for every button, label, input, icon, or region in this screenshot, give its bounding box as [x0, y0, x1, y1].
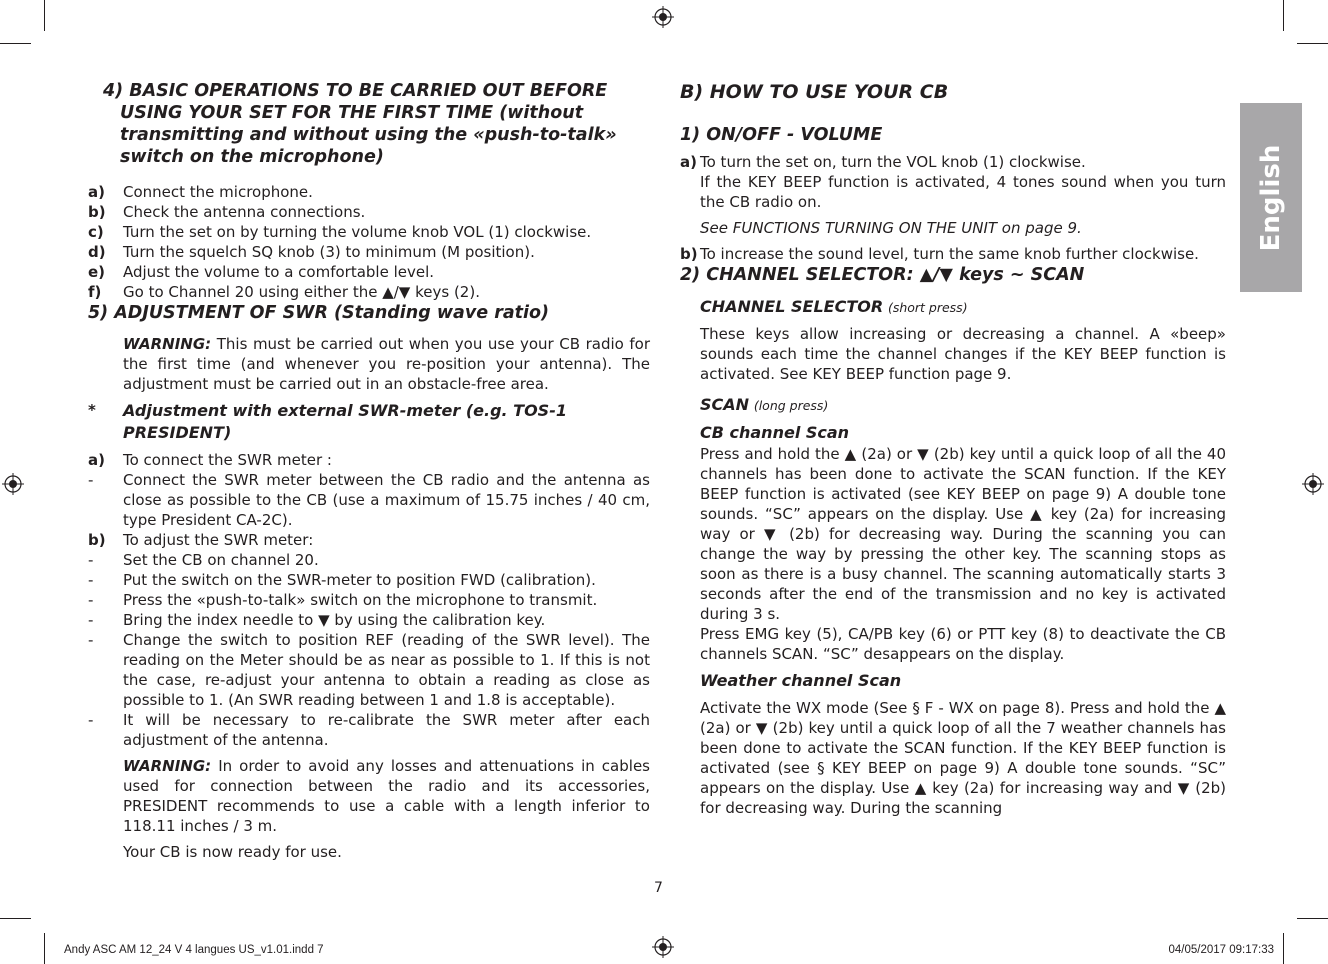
warning-paragraph [88, 756, 650, 836]
dash-item: - Set the CB on channel 20. [88, 551, 319, 569]
external-meter-heading: * Adjustment with external SWR-meter (e.g. TOS-1 PRESIDENT) [88, 401, 567, 442]
right-column [680, 80, 1226, 818]
list-item: b) To increase the sound level, turn the same knob further clockwise. [680, 245, 1199, 263]
crop-mark-top-right-h [1297, 43, 1328, 44]
warning-label: WARNING: [123, 757, 212, 775]
dash-item: - It will be necessary to re-calibrate the SWR meter after each adjustment of the antenna. [88, 711, 650, 749]
cb-scan-heading: CB channel Scan [700, 423, 850, 442]
language-tab [1240, 103, 1302, 292]
dash-item: - Change the switch to position REF (reading of the SWR level). The reading on the Meter should be as near as possible to 1. If this is not the case, re-adjust your antenna to obtain a reading as close as possible to 1. (An SWR reading between 1 and 1.8 is acceptable). [88, 631, 650, 709]
cb-scan-text: Press and hold the ▲ (2a) or ▼ (2b) key until a quick loop of all the 40 channels has been done to activate the SCAN function. If the KEY BEEP function is activated (see KEY BEEP on page 9) A double tone sounds. “SC” appears on the display. Use ▲ key (2a) for increasing way or ▼ (2b) for decreasing way. During the scanning you can change the way by pressing the other key. The scanning stops as soon as there is a busy channel. The scanning automatically starts 3 seconds after the end of the transmission and no key is activated during 3 s. [700, 445, 1226, 623]
slug-file-name: Andy ASC AM 12_24 V 4 langues US_v1.01.indd 7 [64, 944, 324, 956]
registration-mark-icon [1302, 473, 1324, 495]
slug-timestamp: 04/05/2017 09:17:33 [1168, 944, 1274, 956]
key-beep-note: If the KEY BEEP function is activated, 4 tones sound when you turn the CB radio on. [700, 173, 1226, 211]
registration-mark-icon [652, 6, 674, 28]
section-2-heading: 2) CHANNEL SELECTOR: ▲/▼ keys ~ SCAN [680, 265, 1085, 285]
crop-mark-top-left-h [0, 43, 31, 44]
registration-mark-icon [2, 473, 24, 495]
dash-item: - Connect the SWR meter between the CB radio and the antenna as close as possible to the CB (use a maximum of 15.75 inches / 40 cm, type President CA-2C). [88, 471, 650, 529]
section-1-heading: 1) ON/OFF - VOLUME [680, 125, 883, 145]
weather-scan-text: Activate the WX mode (See § F - WX on page 8). Press and hold the ▲ (2a) or ▼ (2b) key until a quick loop of all the 7 weather channels has been done to activate the SCAN function. If the KEY BEEP function is activated (see § KEY BEEP on page 9) A double tone sounds. “SC” appears on the display. Use ▲ key (2a) for increasing way and ▼ (2b) for decreasing way. During the scanning [700, 699, 1226, 817]
crop-mark-bottom-right-v [1283, 933, 1284, 964]
ready-text: Your CB is now ready for use. [123, 843, 342, 861]
dash-item: - Put the switch on the SWR-meter to position FWD (calibration). [88, 571, 596, 589]
list-item: a) To connect the SWR meter : [88, 451, 332, 469]
list-item: f) Go to Channel 20 using either the ▲/▼ keys (2). [88, 283, 480, 301]
registration-mark-icon [652, 936, 674, 958]
crop-mark-bottom-left-h [0, 918, 31, 919]
section-5-heading: 5) ADJUSTMENT OF SWR (Standing wave ratio) [88, 303, 550, 323]
crop-mark-top-left-v [44, 0, 45, 31]
warning-paragraph [88, 334, 650, 394]
scan-heading: SCAN (long press) [700, 395, 829, 414]
language-tab-label: English [1256, 144, 1286, 251]
cb-scan-deactivate-text: Press EMG key (5), CA/PB key (6) or PTT key (8) to deactivate the CB channels SCAN. “SC” desappears on the display. [700, 625, 1226, 663]
channel-selector-text: These keys allow increasing or decreasing a channel. A «beep» sounds each time the channel changes if the KEY BEEP function is activated. See KEY BEEP function page 9. [700, 325, 1226, 383]
channel-selector-heading: CHANNEL SELECTOR (short press) [700, 297, 968, 316]
crop-mark-top-right-v [1283, 0, 1284, 31]
dash-item: - Bring the index needle to ▼ by using the calibration key. [88, 611, 546, 629]
warning-label: WARNING: [123, 335, 212, 353]
weather-scan-heading: Weather channel Scan [700, 671, 902, 690]
page-number: 7 [654, 880, 663, 896]
left-column [88, 80, 650, 862]
dash-item: - Press the «push-to-talk» switch on the microphone to transmit. [88, 591, 598, 609]
crop-mark-bottom-left-v [44, 933, 45, 964]
see-reference: See FUNCTIONS TURNING ON THE UNIT on page 9. [700, 219, 1082, 237]
part-b-heading: B) HOW TO USE YOUR CB [680, 81, 949, 103]
section-4-heading: 4) BASIC OPERATIONS TO BE CARRIED OUT BEFORE USING YOUR SET FOR THE FIRST TIME (without transmitting and without using the «push-to-talk» switch on the microphone) [103, 81, 617, 167]
warning-text: This must be carried out when you use your CB radio for the first time (and whenever you re-position your antenna). The adjustment must be carried out in an obstacle-free area. [123, 335, 650, 393]
list-item: a) Connect the microphone. [88, 183, 313, 201]
list-item: a) To turn the set on, turn the VOL knob (1) clockwise. [680, 153, 1086, 171]
section-4-list [88, 182, 650, 302]
list-item: d) Turn the squelch SQ knob (3) to minimum (M position). [88, 243, 535, 261]
list-item: c) Turn the set on by turning the volume knob VOL (1) clockwise. [88, 223, 592, 241]
crop-mark-bottom-right-h [1297, 918, 1328, 919]
warning-text: In order to avoid any losses and attenuations in cables used for connection between the radio and its accessories, PRESIDENT recommends to use a cable with a length inferior to 118.11 inches / 3 m. [123, 757, 650, 835]
list-item: e) Adjust the volume to a comfortable level. [88, 263, 435, 281]
list-item: b) To adjust the SWR meter: [88, 531, 314, 549]
list-item: b) Check the antenna connections. [88, 203, 366, 221]
